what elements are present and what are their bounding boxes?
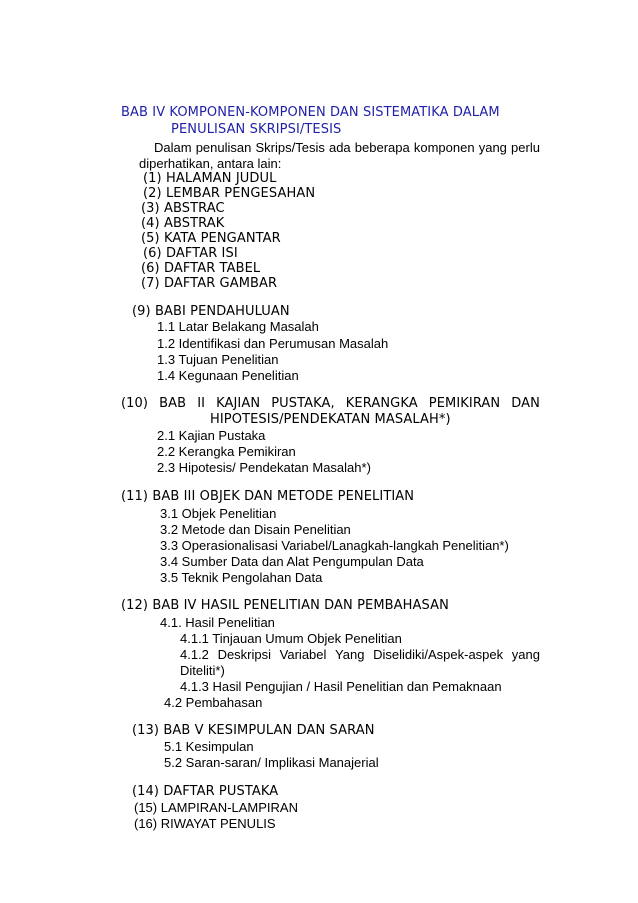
sub-item: 3.2 Metode dan Disain Penelitian: [160, 522, 351, 537]
list-item: (1) HALAMAN JUDUL: [143, 171, 277, 186]
heading-word: DAN: [511, 396, 540, 411]
list-item: (4) ABSTRAK: [141, 216, 225, 231]
sub-sub-item: 4.1.3 Hasil Pengujian / Hasil Penelitian dan Pemaknaan: [180, 679, 502, 694]
intro-word: yang: [478, 140, 507, 155]
sub-item: 4.1. Hasil Penelitian: [160, 615, 275, 630]
sub-sub-item-line2: Diteliti*): [180, 663, 225, 678]
sub-item: 2.2 Kerangka Pemikiran: [157, 444, 296, 459]
list-item: (6) DAFTAR TABEL: [141, 261, 261, 276]
sub-word: Variabel: [279, 647, 327, 662]
intro-word: komponen: [413, 140, 475, 155]
section-heading: (11) BAB III OBJEK DAN METODE PENELITIAN: [121, 489, 415, 504]
sub-item: 5.1 Kesimpulan: [164, 739, 254, 754]
chapter-title-line1: BAB IV KOMPONEN-KOMPONEN DAN SISTEMATIKA DALAM: [121, 105, 500, 120]
sub-item: 4.2 Pembahasan: [164, 695, 263, 710]
chapter-title-line2: PENULISAN SKRIPSI/TESIS: [171, 122, 342, 137]
sub-item: 1.1 Latar Belakang Masalah: [157, 319, 319, 334]
sub-word: yang: [511, 647, 540, 662]
intro-word: Skrips/Tesis: [255, 140, 325, 155]
intro-word: ada: [328, 140, 351, 155]
heading-word: PUSTAKA,: [271, 396, 335, 411]
sub-sub-item: [180, 648, 540, 661]
heading-word: II: [197, 396, 206, 411]
section-heading: (12) BAB IV HASIL PENELITIAN DAN PEMBAHASAN: [121, 598, 449, 613]
sub-item: 3.1 Objek Penelitian: [160, 506, 277, 521]
sub-item: 1.3 Tujuan Penelitian: [157, 352, 279, 367]
section-heading: [121, 397, 540, 410]
heading-word: BAB: [159, 396, 187, 411]
section-heading: (13) BAB V KESIMPULAN DAN SARAN: [132, 723, 375, 738]
intro-word: beberapa: [354, 140, 410, 155]
intro-word: perlu: [511, 140, 540, 155]
list-item: (5) KATA PENGANTAR: [141, 231, 281, 246]
list-item: (14) DAFTAR PUSTAKA: [132, 784, 279, 799]
list-item: (6) DAFTAR ISI: [143, 246, 238, 261]
sub-word: Yang: [335, 647, 365, 662]
heading-word: KAJIAN: [216, 396, 261, 411]
sub-item: 1.2 Identifikasi dan Perumusan Masalah: [157, 336, 389, 351]
intro-line2: diperhatikan, antara lain:: [139, 156, 282, 171]
sub-word: 4.1.2: [180, 647, 209, 662]
sub-item: 1.4 Kegunaan Penelitian: [157, 368, 299, 383]
heading-word: PEMIKIRAN: [428, 396, 501, 411]
sub-word: Diselidiki/Aspek-aspek: [373, 647, 504, 662]
list-item: (15) LAMPIRAN-LAMPIRAN: [134, 800, 298, 815]
intro-word: penulisan: [195, 140, 252, 155]
list-item: (16) RIWAYAT PENULIS: [134, 816, 276, 831]
intro-line1: [154, 141, 540, 154]
section-heading-line2: HIPOTESIS/PENDEKATAN MASALAH*): [210, 412, 451, 427]
sub-word: Deskripsi: [217, 647, 272, 662]
list-item: (2) LEMBAR PENGESAHAN: [143, 186, 316, 201]
sub-item: 2.1 Kajian Pustaka: [157, 428, 266, 443]
heading-word: KERANGKA: [345, 396, 418, 411]
section-heading: (9) BABI PENDAHULUAN: [132, 304, 290, 319]
list-item: (3) ABSTRAC: [141, 201, 225, 216]
sub-item: 3.3 Operasionalisasi Variabel/Lanagkah-langkah Penelitian*): [160, 538, 509, 553]
sub-item: 3.4 Sumber Data dan Alat Pengumpulan Data: [160, 554, 424, 569]
sub-item: 3.5 Teknik Pengolahan Data: [160, 570, 323, 585]
list-item: (7) DAFTAR GAMBAR: [141, 276, 278, 291]
sub-sub-item: 4.1.1 Tinjauan Umum Objek Penelitian: [180, 631, 402, 646]
heading-word: (10): [121, 396, 149, 411]
sub-item: 2.3 Hipotesis/ Pendekatan Masalah*): [157, 460, 371, 475]
intro-word: Dalam: [154, 140, 192, 155]
sub-item: 5.2 Saran-saran/ Implikasi Manajerial: [164, 755, 379, 770]
